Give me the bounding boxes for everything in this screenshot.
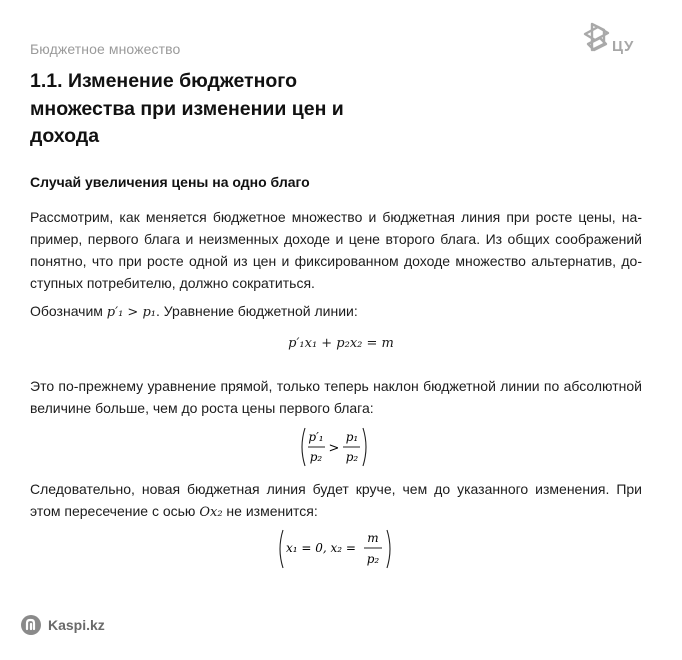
conclusion-text-before: Следовательно, новая бюджетная линия будет круче, чем до указанного изменения. При этом пересечение с осью [30,481,642,519]
kaspi-logo-icon [20,614,42,636]
paragraph-slope: Это по-прежнему уравнение прямой, только теперь наклон бюджетной линии по абсолютной величине больше, чем до роста цены первого блага: [30,378,642,416]
section-subheading: Случай увеличения цены на одно благо [30,174,310,190]
notation-text-before: Обозначим [30,303,107,319]
inline-price-formula: p′₁ > p₁ [106,305,156,320]
intercept-left: x₁ = 0, x₂ = [286,541,356,555]
notation-text-after: . Уравнение бюджетной линии: [155,303,358,319]
paragraph-conclusion [30,478,642,524]
slope-den-right: p₂ [345,450,359,464]
intercept-den: p₂ [366,552,380,566]
paragraph-intro: Рассмотрим, как меняется бюджетное множество и бюджетная линия при росте цены, например, первого блага и неизменных доходе и цене второго блага. Из общих соображений понятно, что при росте одной из цен и фиксированном доходе множество альтернатив, доступных потребителю, должно сократиться. [30,209,642,291]
page-title: 1.1. Изменение бюджетного множества при изменении цен и дохода [30,70,344,147]
kaspi-brand [20,614,105,636]
slope-relation: > [328,441,340,456]
intercept-num: m [367,531,379,545]
conclusion-text-after: не изменится: [222,503,318,519]
slope-num-new: p′₁ [308,430,324,444]
intercept-formula [276,526,394,572]
paragraph-notation [30,300,642,324]
logo-text: ЦУ [612,38,635,55]
budget-line-equation: p′₁x₁ + p₂x₂ = m [288,336,394,351]
axis-label: Ox₂ [199,505,223,520]
slope-num-old: p₁ [345,430,359,444]
slope-comparison-formula [298,424,370,470]
section-label: Бюджетное множество [30,41,181,57]
kaspi-brand-text: Kaspi.kz [48,617,105,633]
slope-den-left: p₂ [309,450,323,464]
